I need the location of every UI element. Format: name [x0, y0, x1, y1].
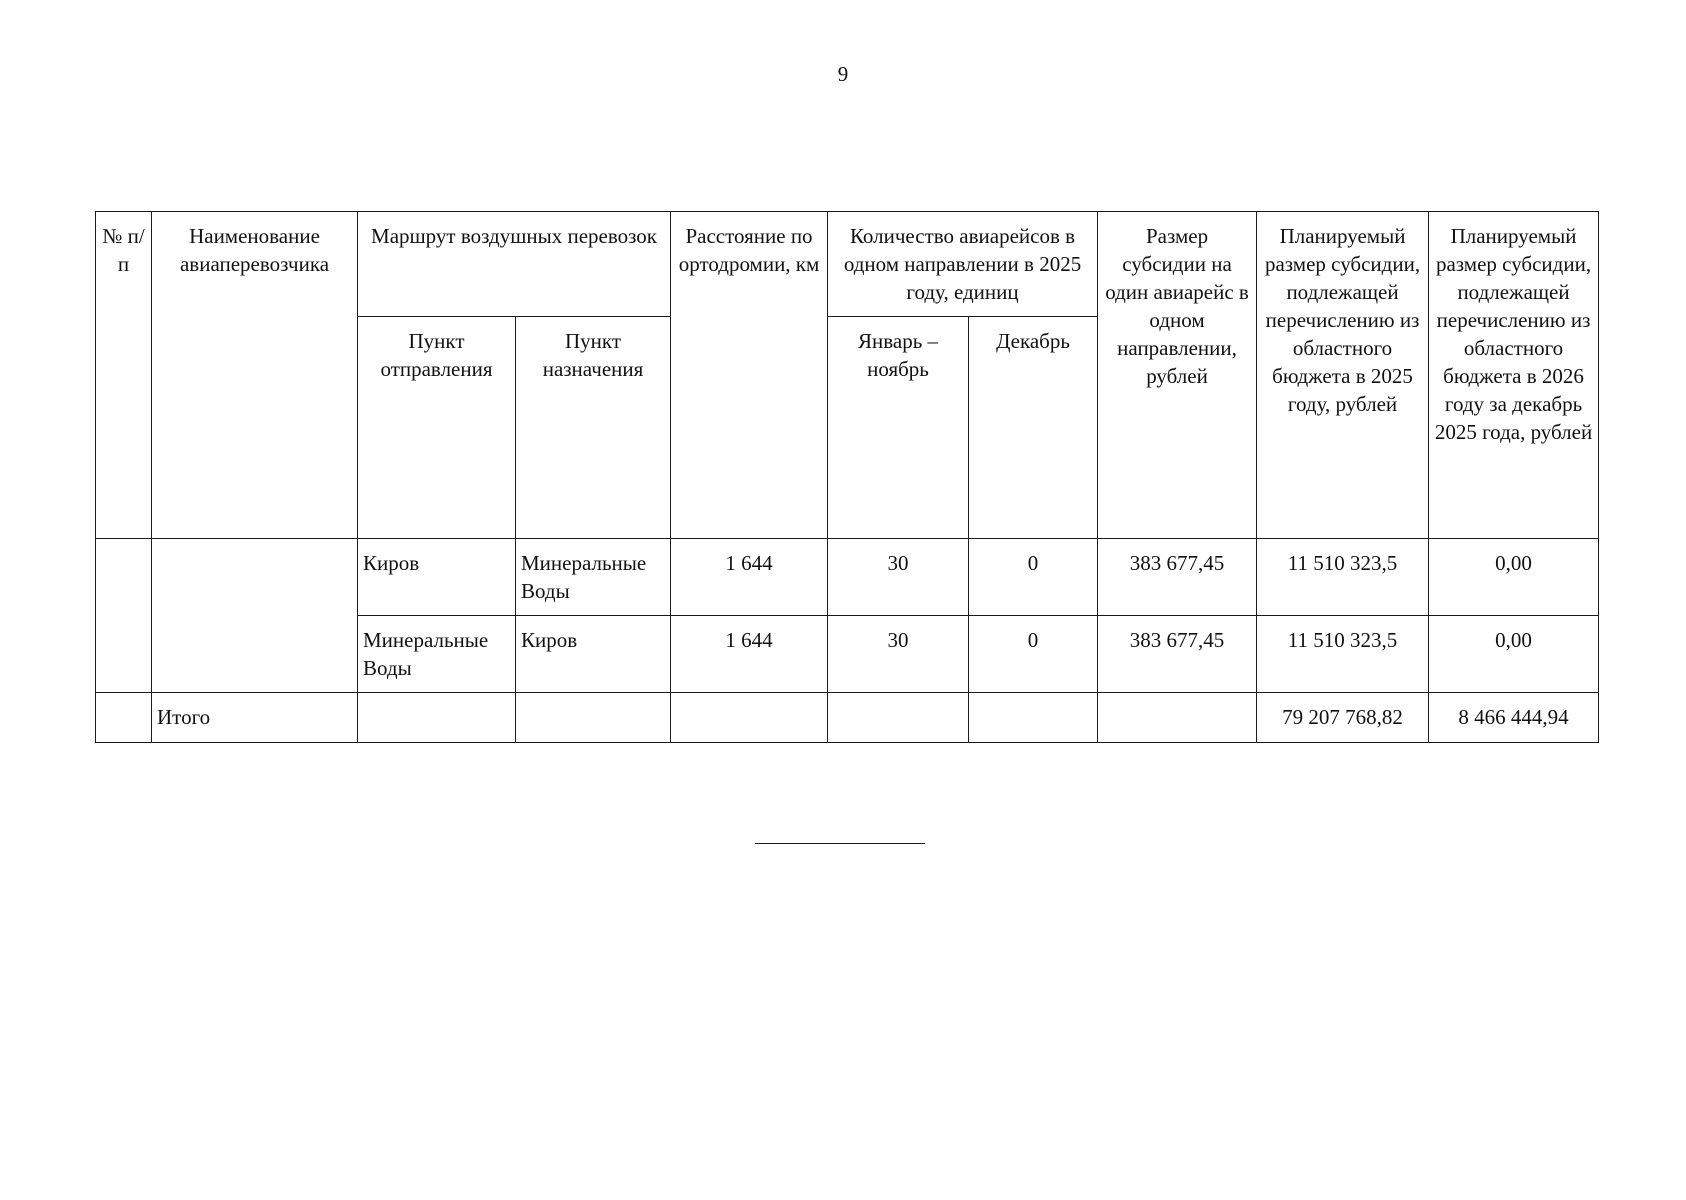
- cell-route-to: Киров: [516, 616, 671, 693]
- cell-route-from: Минеральные Воды: [358, 616, 516, 693]
- total-planned-2025: 79 207 768,82: [1257, 693, 1429, 743]
- cell-dec: 0: [969, 616, 1098, 693]
- header-route-from: Пункт отправления: [358, 317, 516, 539]
- cell-planned-2026: 0,00: [1429, 539, 1599, 616]
- cell-carrier: [152, 539, 358, 693]
- total-empty: [671, 693, 828, 743]
- cell-subsidy: 383 677,45: [1098, 539, 1257, 616]
- cell-jan-nov: 30: [828, 616, 969, 693]
- cell-route-to: Минеральные Воды: [516, 539, 671, 616]
- header-route: Маршрут воздушных перевозок: [358, 212, 671, 317]
- cell-dec: 0: [969, 539, 1098, 616]
- header-planned-2025: Планируемый размер субсидии, подлежащей перечислению из областного бюджета в 2025 году, рублей: [1257, 212, 1429, 539]
- cell-num: [96, 539, 152, 693]
- cell-route-from: Киров: [358, 539, 516, 616]
- table-row: [96, 539, 1599, 616]
- header-flights-dec: Декабрь: [969, 317, 1098, 539]
- header-distance: Расстояние по ортодромии, км: [671, 212, 828, 539]
- total-label: Итого: [152, 693, 358, 743]
- header-row-1: [96, 212, 1599, 317]
- cell-distance: 1 644: [671, 616, 828, 693]
- cell-jan-nov: 30: [828, 539, 969, 616]
- cell-subsidy: 383 677,45: [1098, 616, 1257, 693]
- total-row: [96, 693, 1599, 743]
- header-subsidy-per-flight: Размер субсидии на один авиарейс в одном направлении, рублей: [1098, 212, 1257, 539]
- header-carrier: Наименование авиаперевозчика: [152, 212, 358, 539]
- cell-planned-2025: 11 510 323,5: [1257, 539, 1429, 616]
- page-number: 9: [837, 62, 849, 86]
- subsidy-table: [95, 211, 1599, 743]
- cell-planned-2025: 11 510 323,5: [1257, 616, 1429, 693]
- total-empty: [1098, 693, 1257, 743]
- total-empty: [358, 693, 516, 743]
- header-planned-2026: Планируемый размер субсидии, подлежащей перечислению из областного бюджета в 2026 году за декабрь 2025 года, рублей: [1429, 212, 1599, 539]
- cell-distance: 1 644: [671, 539, 828, 616]
- header-num: № п/п: [96, 212, 152, 539]
- header-route-to: Пункт назначения: [516, 317, 671, 539]
- total-empty: [969, 693, 1098, 743]
- header-flights: Количество авиарейсов в одном направлении в 2025 году, единиц: [828, 212, 1098, 317]
- total-empty: [828, 693, 969, 743]
- header-flights-jan-nov: Январь – ноябрь: [828, 317, 969, 539]
- cell-planned-2026: 0,00: [1429, 616, 1599, 693]
- total-empty: [516, 693, 671, 743]
- end-divider: [755, 843, 925, 844]
- total-num: [96, 693, 152, 743]
- total-planned-2026: 8 466 444,94: [1429, 693, 1599, 743]
